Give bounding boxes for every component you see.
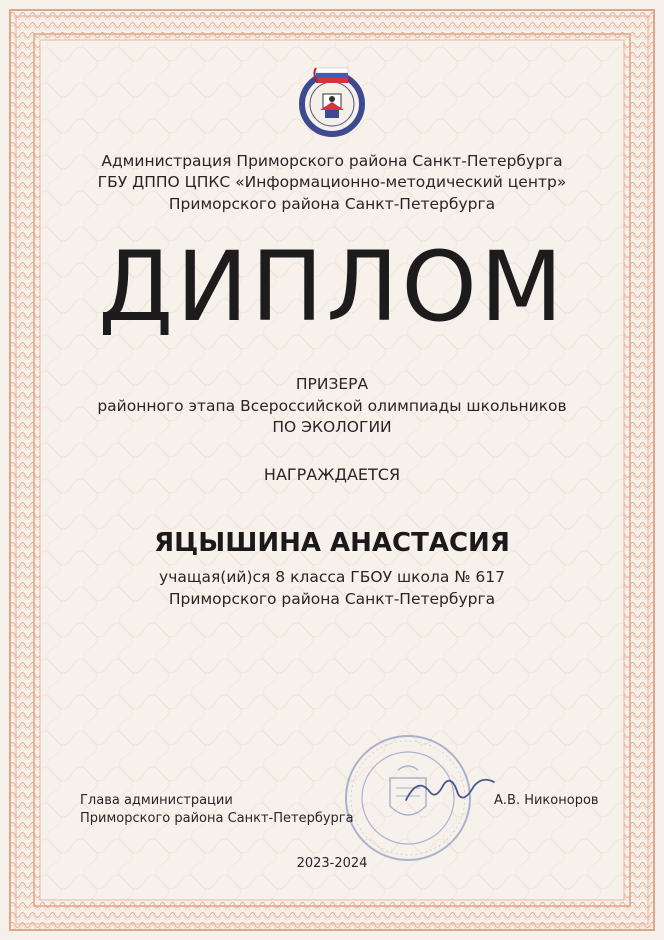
- signer-position-line-2: Приморского района Санкт-Петербурга: [80, 811, 354, 826]
- olympiad-subject: ПО ЭКОЛОГИИ: [272, 418, 392, 436]
- awarded-label: НАГРАЖДАЕТСЯ: [263, 465, 401, 484]
- diploma-title: ДИПЛОМ: [98, 231, 566, 343]
- organization-line-1: Администрация Приморского района Санкт-Петербурга: [101, 152, 563, 170]
- olympiad-emblem-icon: [296, 64, 368, 140]
- prize-label: ПРИЗЕРА: [295, 375, 369, 393]
- olympiad-stage: районного этапа Всероссийской олимпиады школьников: [97, 397, 567, 415]
- academic-year: 2023-2024: [296, 856, 368, 871]
- signer-position-line-1: Глава администрации: [80, 793, 233, 808]
- organization-line-2: ГБУ ДППО ЦПКС «Информационно-методический центр»: [97, 173, 567, 191]
- signer-name: А.В. Никоноров: [494, 793, 599, 808]
- organization-line-3: Приморского района Санкт-Петербурга: [168, 195, 496, 213]
- recipient-name: ЯЦЫШИНА АНАСТАСИЯ: [154, 528, 510, 558]
- recipient-district: Приморского района Санкт-Петербурга: [168, 590, 496, 608]
- recipient-school: учащая(ий)ся 8 класса ГБОУ школа № 617: [159, 568, 505, 586]
- handwritten-signature: [400, 770, 500, 810]
